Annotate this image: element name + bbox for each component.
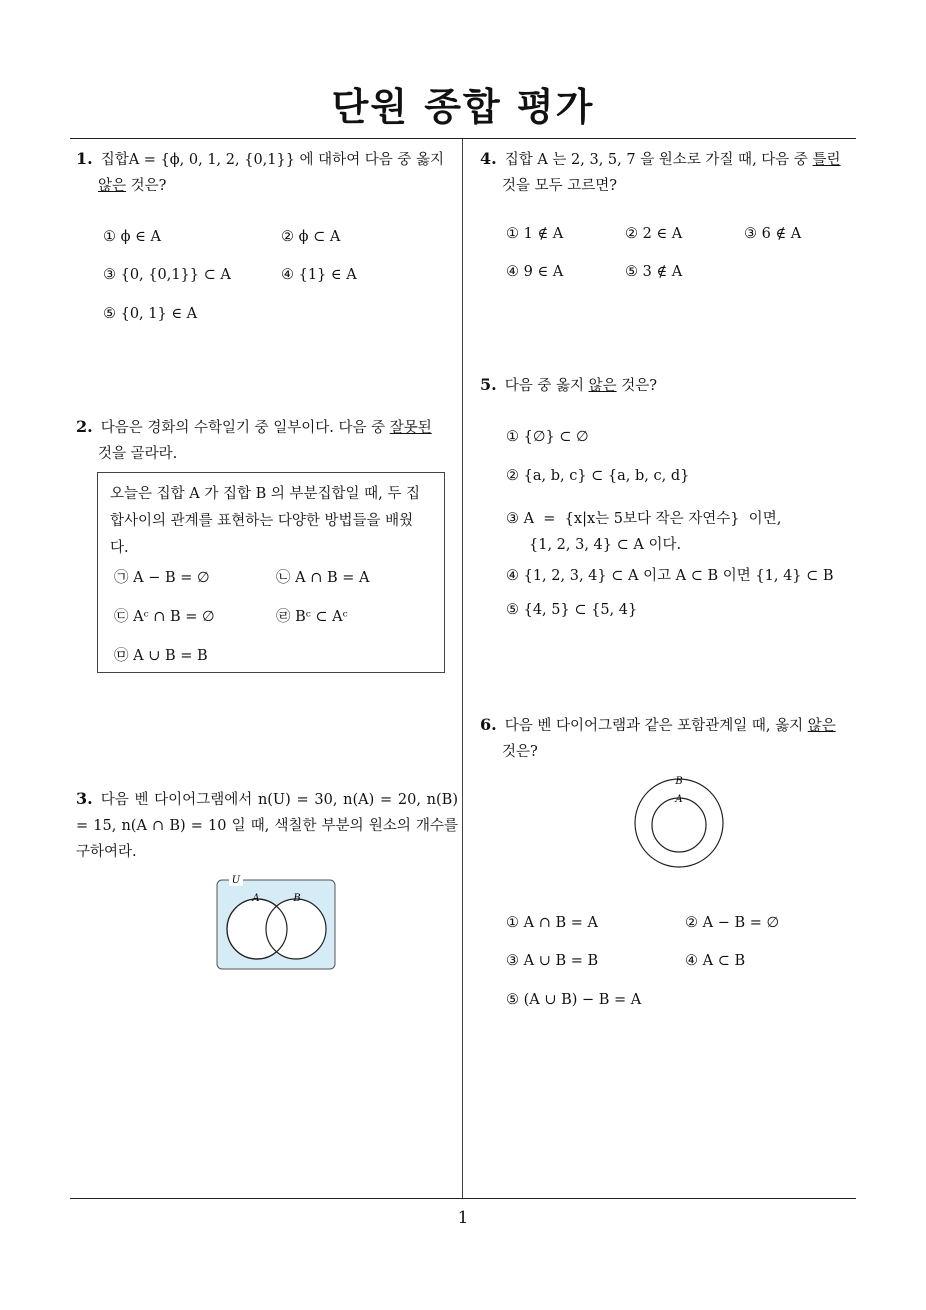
question-2 [76,414,458,467]
question-number: 4. [480,149,497,168]
question-number: 6. [480,715,497,734]
option-1[interactable]: ① {∅} ⊂ ∅ [506,429,589,445]
question-text-tail: 것을 골라라. [98,446,178,462]
option-2[interactable]: ② A − B = ∅ [685,915,780,931]
option-5[interactable]: ⑤ 3 ∉ A [625,264,683,280]
option-b[interactable]: ㉡ A ∩ B = A [276,570,370,586]
page-number: 1 [457,1208,469,1228]
question-text: 다음 벤 다이어그램에서 n(U) = 30, n(A) = 20, n(B) = 15, n(A ∩ B) = 10 일 때, 색칠한 부분의 원소의 개수를 구하여라. [76,792,458,860]
option-3[interactable]: ③ A ∪ B = B [506,953,599,969]
question-text-tail: 것을 모두 고르면? [502,178,618,194]
option-5[interactable]: ⑤ {0, 1} ∈ A [103,306,198,322]
question-number: 5. [480,375,497,394]
question-1 [76,146,456,199]
question-text: 다음 중 옳지 [504,378,589,394]
question-text: 집합A = {ϕ, 0, 1, 2, {0,1}} 에 대하여 다음 중 옳지 [100,152,445,168]
option-5[interactable]: ⑤ {4, 5} ⊂ {5, 4} [506,602,638,618]
option-c[interactable]: ㉢ Aᶜ ∩ B = ∅ [114,609,215,625]
option-4[interactable]: ④ 9 ∈ A [506,264,564,280]
question-text: 집합 A 는 2, 3, 5, 7 을 원소로 가질 때, 다음 중 [504,152,813,168]
emphasis-underline: 않은 [588,378,617,394]
question-text-tail: 것은? [502,744,538,760]
diary-text: 오늘은 집합 A 가 집합 B 의 부분집합일 때, 두 집합사이의 관계를 표현하는 다양한 방법들을 배웠다. [110,486,420,556]
emphasis-underline: 잘못된 [389,420,432,436]
inclusion-diagram [632,770,726,868]
footer-divider [70,1198,856,1199]
option-1[interactable]: ① ϕ ∈ A [103,229,161,245]
option-2[interactable]: ② {a, b, c} ⊂ {a, b, c, d} [506,468,690,484]
emphasis-underline: 틀린 [812,152,841,168]
column-divider [462,139,463,1199]
question-3 [76,786,458,865]
set-b-circle [635,779,723,867]
question-text: 다음 벤 다이어그램과 같은 포함관계일 때, 옳지 [504,718,808,734]
question-6 [480,712,860,765]
option-3[interactable]: ③ {0, {0,1}} ⊂ A [103,267,231,283]
question-number: 1. [76,149,93,168]
emphasis-underline: 않은 [98,178,127,194]
label-u: U [231,875,241,886]
question-text-tail: 것은? [616,378,657,394]
option-4[interactable]: ④ {1, 2, 3, 4} ⊂ A 이고 A ⊂ B 이면 {1, 4} ⊂ B [506,568,834,584]
option-2[interactable]: ② ϕ ⊂ A [281,229,341,245]
option-2[interactable]: ② 2 ∈ A [625,226,683,242]
label-a: A [252,893,260,904]
option-4[interactable]: ④ {1} ∈ A [281,267,357,283]
header-divider [70,138,856,139]
question-4 [480,146,860,199]
label-b: B [675,776,683,787]
emphasis-underline: 않은 [807,718,836,734]
option-e[interactable]: ㉤ A ∪ B = B [114,648,208,664]
set-a-circle [652,798,706,852]
page-title: 단원 종합 평가 [331,85,595,129]
option-3-continued: {1, 2, 3, 4} ⊂ A 이다. [529,537,682,553]
question-number: 2. [76,417,93,436]
option-1[interactable]: ① A ∩ B = A [506,915,598,931]
label-b: B [293,893,301,904]
option-d[interactable]: ㉣ Bᶜ ⊂ Aᶜ [276,609,348,625]
option-1[interactable]: ① 1 ∉ A [506,226,564,242]
option-3[interactable]: ③ A = {x|x는 5보다 작은 자연수} 이면, [506,511,782,527]
label-a: A [675,794,683,805]
option-5[interactable]: ⑤ (A ∪ B) − B = A [506,992,642,1008]
question-text-tail: 것은? [126,178,167,194]
option-3[interactable]: ③ 6 ∉ A [744,226,802,242]
question-5 [480,372,860,399]
question-text: 다음은 경화의 수학일기 중 일부이다. 다음 중 [100,420,390,436]
set-b-circle [266,899,326,959]
venn-diagram-two-sets [216,872,336,970]
option-4[interactable]: ④ A ⊂ B [685,953,746,969]
question-number: 3. [76,789,93,808]
option-a[interactable]: ㉠ A − B = ∅ [114,570,210,586]
